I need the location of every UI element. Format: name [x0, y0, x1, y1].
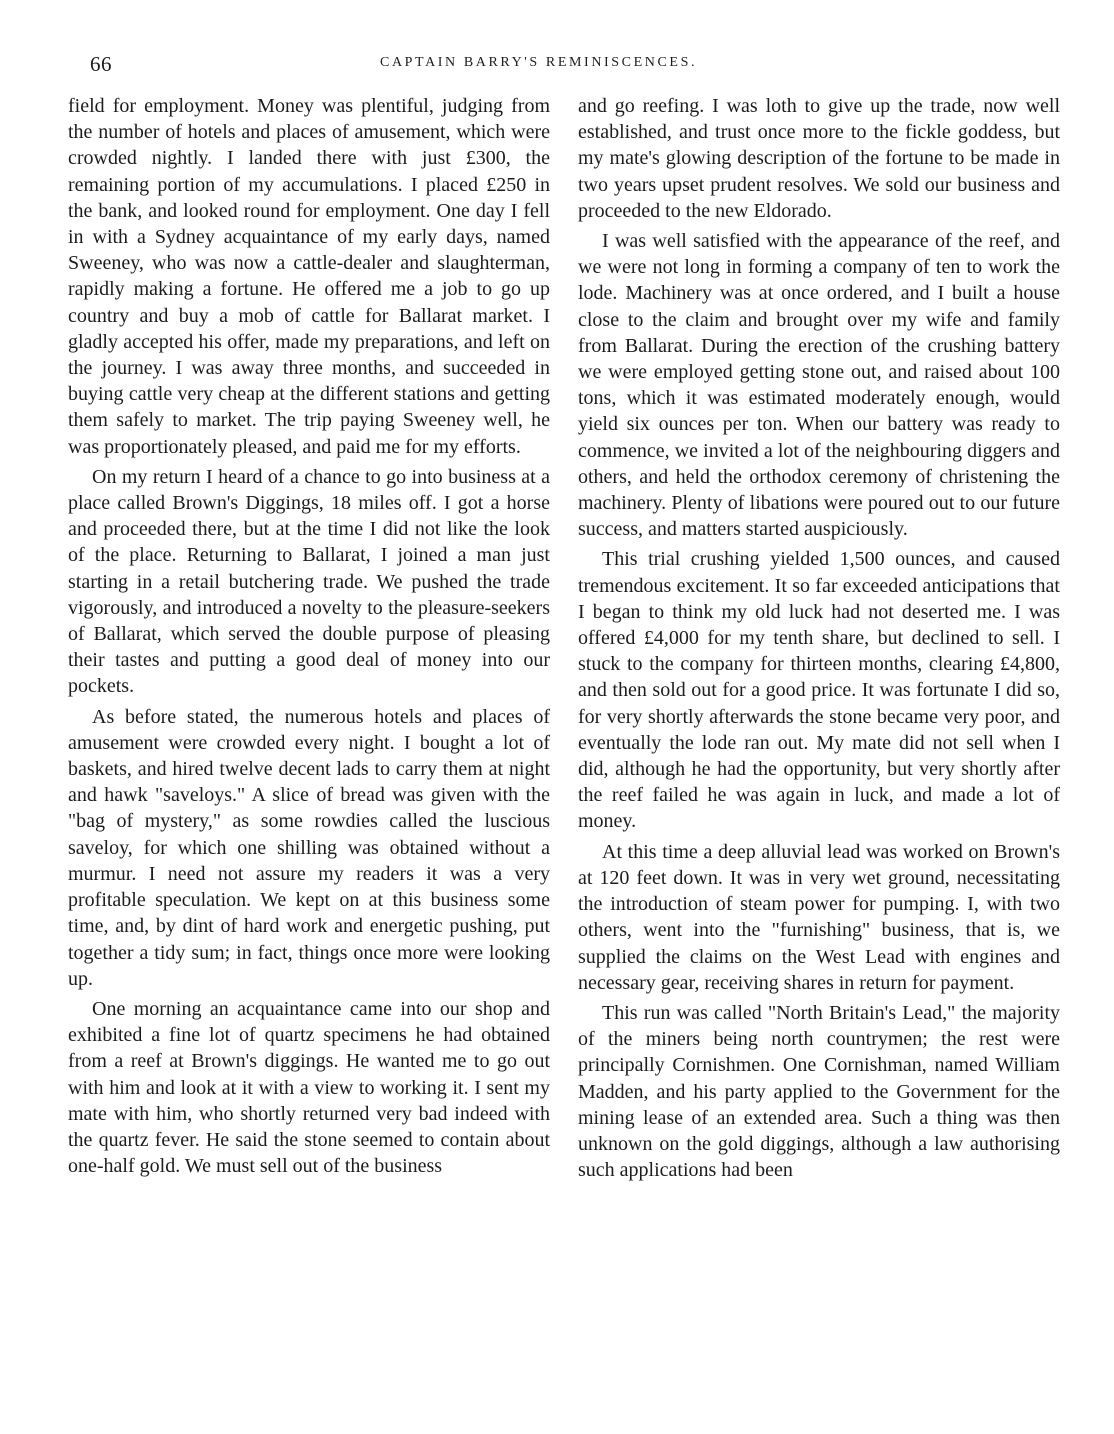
paragraph: At this time a deep alluvial lead was worked on Brown's at 120 feet down. It was in very wet ground, necessitating the introduction of steam power for pumping. I, with two others, went into the "furnishing" business, that is, we supplied the claims on the West Lead with engines and necessary gear, receiving shares in return for payment. [578, 840, 1060, 994]
running-title: CAPTAIN BARRY'S REMINISCENCES. [380, 55, 698, 70]
paragraph: This run was called "North Britain's Lead," the majority of the miners being north countrymen; the rest were principally Cornishmen. One Cornishman, named William Madden, and his party applied to the Government for the mining lease of an extended area. Such a thing was then unknown on the gold diggings, although a law authorising such applications had been [578, 1001, 1060, 1182]
paragraph: On my return I heard of a chance to go into business at a place called Brown's Diggings, 18 miles off. I got a horse and proceeded there, but at the time I did not like the look of the place. Returning to Ballarat, I joined a man just starting in a retail butchering trade. We pushed the trade vigorously, and introduced a novelty to the pleasure-seekers of Ballarat, which served the double purpose of pleasing their tastes and putting a good deal of money into our pockets. [68, 465, 550, 698]
page-number: 66 [90, 52, 112, 76]
paragraph: I was well satisfied with the appearance of the reef, and we were not long in forming a company of ten to work the lode. Machinery was at once ordered, and I built a house close to the claim and brought over my wife and family from Ballarat. During the erection of the crushing battery we were employed getting stone out, and raised about 100 tons, which it was estimated moderately enough, would yield six ounces per ton. When our battery was ready to commence, we invited a lot of the neighbouring diggers and others, and held the orthodox ceremony of christening the machinery. Plenty of libations were poured out to our future success, and matters started auspiciously. [578, 230, 1060, 541]
paragraph: This trial crushing yielded 1,500 ounces, and caused tremendous excitement. It so far exceeded anticipations that I began to think my old luck had not deserted me. I was offered £4,000 for my tenth share, but declined to sell. I stuck to the company for thirteen months, clearing £4,800, and then sold out for a good price. It was fortunate I did so, for very shortly afterwards the stone became very poor, and eventually the lode ran out. My mate did not sell when I did, although he had the opportunity, but very shortly after the reef failed he was again in luck, and made a lot of money. [578, 548, 1060, 833]
right-column [578, 93, 1060, 1183]
left-column [68, 93, 550, 1179]
paragraph: As before stated, the numerous hotels and places of amusement were crowded every night. I bought a lot of baskets, and hired twelve decent lads to carry them at night and hawk "saveloys." A slice of bread was given with the "bag of mystery," as some rowdies called the luscious saveloy, for which one shilling was obtained without a murmur. I need not assure my readers it was a very profitable speculation. We kept on at this business some time, and, by dint of hard work and energetic pushing, put together a tidy sum; in fact, things once more were looking up. [68, 705, 550, 990]
paragraph: One morning an acquaintance came into our shop and exhibited a fine lot of quartz specimens he had obtained from a reef at Brown's diggings. He wanted me to go out with him and look at it with a view to working it. I sent my mate with him, who shortly returned very bad indeed with the quartz fever. He said the stone seemed to contain about one-half gold. We must sell out of the business [68, 997, 550, 1178]
running-head [68, 52, 1060, 80]
paragraph-continued: field for employment. Money was plentiful, judging from the number of hotels and places of amusement, which were crowded nightly. I landed there with just £300, the remaining portion of my accumulations. I placed £250 in the bank, and looked round for employment. One day I fell in with a Sydney acquaintance of my early days, named Sweeney, who was now a cattle-dealer and slaughterman, rapidly making a fortune. He offered me a job to go up country and buy a mob of cattle for Ballarat market. I gladly accepted his offer, made my preparations, and left on the journey. I was away three months, and succeeded in buying cattle very cheap at the different stations and getting them safely to market. The trip paying Sweeney well, he was proportionately pleased, and paid me for my efforts. [68, 95, 550, 458]
paragraph-continued: and go reefing. I was loth to give up the trade, now well established, and trust once more to the fickle goddess, but my mate's glowing description of the fortune to be made in two years upset prudent resolves. We sold our business and proceeded to the new Eldorado. [578, 95, 1060, 222]
